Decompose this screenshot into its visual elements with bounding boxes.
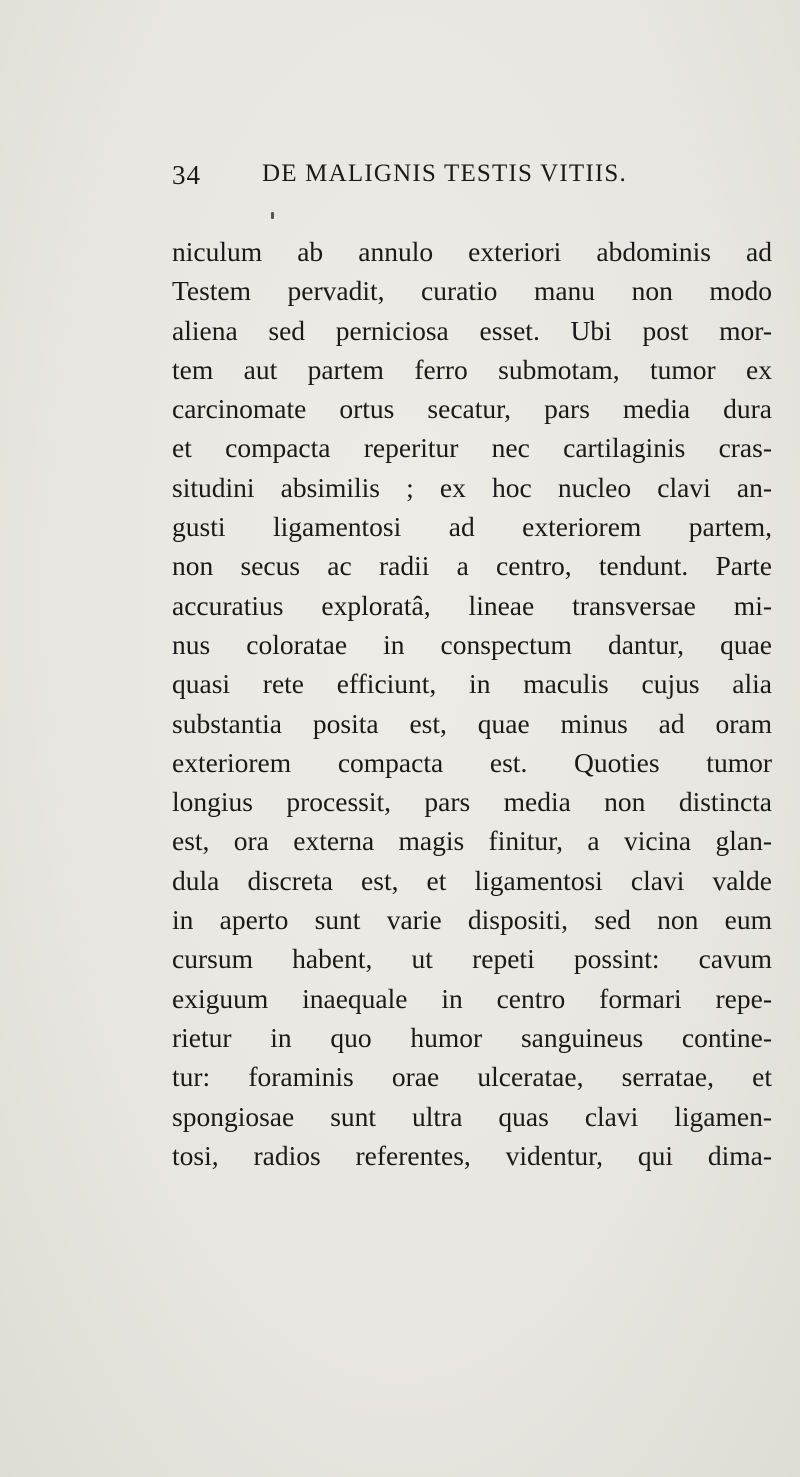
text-line: Testem pervadit, curatio manu non modo (172, 275, 772, 307)
text-line: cursum habent, ut repeti possint: cavum (172, 943, 772, 975)
text-line: in aperto sunt varie dispositi, sed non eum (172, 904, 772, 936)
text-line: niculum ab annulo exteriori abdominis ad (172, 236, 772, 267)
text-line: non secus ac radii a centro, tendunt. Parte (172, 550, 772, 582)
page-number: 34 (172, 160, 201, 190)
text-line: situdini absimilis ; ex hoc nucleo clavi an- (172, 471, 772, 503)
text-line: et compacta reperitur nec cartilaginis cras- (172, 432, 772, 464)
text-line: quasi rete efficiunt, in maculis cujus alia (172, 668, 772, 700)
text-line: gusti ligamentosi ad exteriorem partem, (172, 511, 772, 543)
text-line: aliena sed perniciosa esset. Ubi post mor- (172, 314, 772, 346)
text-line: tur: foraminis orae ulceratae, serratae, et (172, 1061, 772, 1093)
text-line: carcinomate ortus secatur, pars media dura (172, 393, 772, 425)
text-line: rietur in quo humor sanguineus contine- (172, 1021, 772, 1053)
text-line: tosi, radios referentes, videntur, qui dima- (172, 1139, 772, 1171)
text-line: dula discreta est, et ligamentosi clavi valde (172, 864, 772, 896)
text-line: spongiosae sunt ultra quas clavi ligamen- (172, 1100, 772, 1132)
text-line: exiguum inaequale in centro formari repe- (172, 982, 772, 1014)
body-text (172, 232, 772, 1175)
text-line: nus coloratae in conspectum dantur, quae (172, 628, 772, 660)
text-line: tem aut partem ferro submotam, tumor ex (172, 353, 772, 385)
running-title: DE MALIGNIS TESTIS VITIIS. (262, 160, 627, 187)
text-line: exteriorem compacta est. Quoties tumor (172, 746, 772, 778)
text-line: est, ora externa magis finitur, a vicina glan- (172, 825, 772, 857)
ink-speck (271, 212, 274, 219)
text-line: longius processit, pars media non distincta (172, 786, 772, 818)
text-line: substantia posita est, quae minus ad oram (172, 707, 772, 739)
running-head (172, 160, 672, 194)
text-line: accuratius exploratâ, lineae transversae mi- (172, 589, 772, 621)
